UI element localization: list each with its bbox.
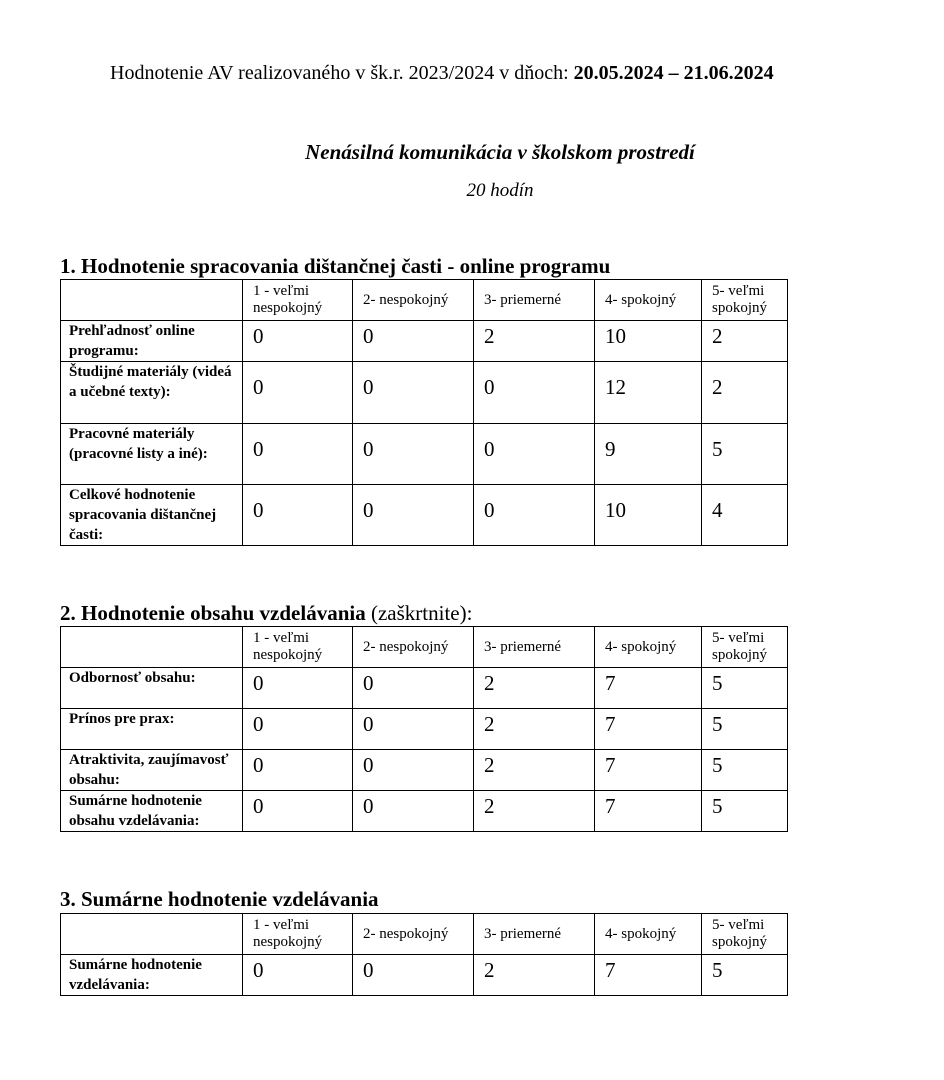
column-header: 3- priemerné [474, 914, 595, 955]
column-header: 5- veľmi spokojný [702, 627, 788, 668]
value-cell: 0 [474, 424, 595, 485]
value-cell: 2 [474, 750, 595, 791]
empty-header-cell [61, 914, 243, 955]
value-cell: 0 [353, 362, 474, 424]
value-cell: 5 [702, 668, 788, 709]
value-cell: 2 [474, 668, 595, 709]
table-header-row [61, 280, 788, 321]
value-cell: 0 [353, 750, 474, 791]
value-cell: 5 [702, 709, 788, 750]
section2-note: (zaškrtnite): [365, 601, 473, 625]
empty-header-cell [61, 280, 243, 321]
table-row [61, 321, 788, 362]
column-header: 5- veľmi spokojný [702, 280, 788, 321]
course-hours: 20 hodín [466, 180, 534, 201]
value-cell: 0 [243, 750, 353, 791]
row-label: Prínos pre prax: [61, 709, 243, 750]
column-header: 5- veľmi spokojný [702, 914, 788, 955]
column-header: 3- priemerné [474, 627, 595, 668]
value-cell: 5 [702, 791, 788, 832]
value-cell: 2 [474, 955, 595, 996]
document-header [110, 62, 774, 85]
value-cell: 0 [243, 709, 353, 750]
value-cell: 2 [474, 321, 595, 362]
section2-title: 2. Hodnotenie obsahu vzdelávania [60, 601, 366, 625]
column-header: 2- nespokojný [353, 280, 474, 321]
value-cell: 4 [702, 485, 788, 546]
value-cell: 2 [474, 791, 595, 832]
column-header: 4- spokojný [595, 914, 702, 955]
value-cell: 0 [243, 362, 353, 424]
header-prefix: Hodnotenie AV realizovaného v šk.r. 2023/2024 v dňoch: [110, 62, 574, 84]
section2-table [60, 626, 788, 832]
value-cell: 10 [595, 485, 702, 546]
table-row [61, 362, 788, 424]
table-row [61, 668, 788, 709]
value-cell: 0 [474, 362, 595, 424]
column-header: 4- spokojný [595, 627, 702, 668]
table-row [61, 750, 788, 791]
row-label: Študijné materiály (videá a učebné texty): [61, 362, 243, 424]
header-dates: 20.05.2024 – 21.06.2024 [573, 62, 774, 84]
table-row [61, 791, 788, 832]
section2-heading [60, 601, 472, 626]
row-label: Prehľadnosť online programu: [61, 321, 243, 362]
value-cell: 5 [702, 750, 788, 791]
course-title: Nenásilná komunikácia v školskom prostredí [305, 140, 695, 164]
row-label: Pracovné materiály (pracovné listy a iné): [61, 424, 243, 485]
section3-table [60, 913, 788, 996]
value-cell: 0 [243, 485, 353, 546]
row-label: Sumárne hodnotenie obsahu vzdelávania: [61, 791, 243, 832]
table-header-row [61, 627, 788, 668]
value-cell: 7 [595, 750, 702, 791]
value-cell: 0 [474, 485, 595, 546]
value-cell: 2 [702, 321, 788, 362]
column-header: 4- spokojný [595, 280, 702, 321]
value-cell: 5 [702, 955, 788, 996]
value-cell: 9 [595, 424, 702, 485]
column-header: 1 - veľmi nespokojný [243, 914, 353, 955]
value-cell: 7 [595, 709, 702, 750]
value-cell: 0 [353, 668, 474, 709]
row-label: Atraktivita, zaujímavosť obsahu: [61, 750, 243, 791]
column-header: 2- nespokojný [353, 914, 474, 955]
value-cell: 7 [595, 955, 702, 996]
value-cell: 7 [595, 668, 702, 709]
column-header: 3- priemerné [474, 280, 595, 321]
value-cell: 0 [353, 955, 474, 996]
section3-heading: 3. Sumárne hodnotenie vzdelávania [60, 887, 379, 911]
value-cell: 0 [243, 424, 353, 485]
row-label: Celkové hodnotenie spracovania dištančnej časti: [61, 485, 243, 546]
column-header: 2- nespokojný [353, 627, 474, 668]
value-cell: 12 [595, 362, 702, 424]
value-cell: 10 [595, 321, 702, 362]
table-row [61, 955, 788, 996]
row-label: Sumárne hodnotenie vzdelávania: [61, 955, 243, 996]
column-header: 1 - veľmi nespokojný [243, 627, 353, 668]
value-cell: 2 [702, 362, 788, 424]
value-cell: 0 [353, 791, 474, 832]
value-cell: 0 [243, 321, 353, 362]
value-cell: 5 [702, 424, 788, 485]
column-header: 1 - veľmi nespokojný [243, 280, 353, 321]
value-cell: 0 [243, 668, 353, 709]
table-row [61, 485, 788, 546]
table-row [61, 709, 788, 750]
value-cell: 0 [353, 321, 474, 362]
row-label: Odbornosť obsahu: [61, 668, 243, 709]
table-header-row [61, 914, 788, 955]
value-cell: 2 [474, 709, 595, 750]
value-cell: 0 [243, 955, 353, 996]
value-cell: 0 [353, 709, 474, 750]
value-cell: 0 [353, 424, 474, 485]
section1-table [60, 279, 788, 546]
table-row [61, 424, 788, 485]
value-cell: 0 [243, 791, 353, 832]
section1-heading: 1. Hodnotenie spracovania dištančnej časti - online programu [60, 254, 611, 278]
empty-header-cell [61, 627, 243, 668]
value-cell: 7 [595, 791, 702, 832]
value-cell: 0 [353, 485, 474, 546]
